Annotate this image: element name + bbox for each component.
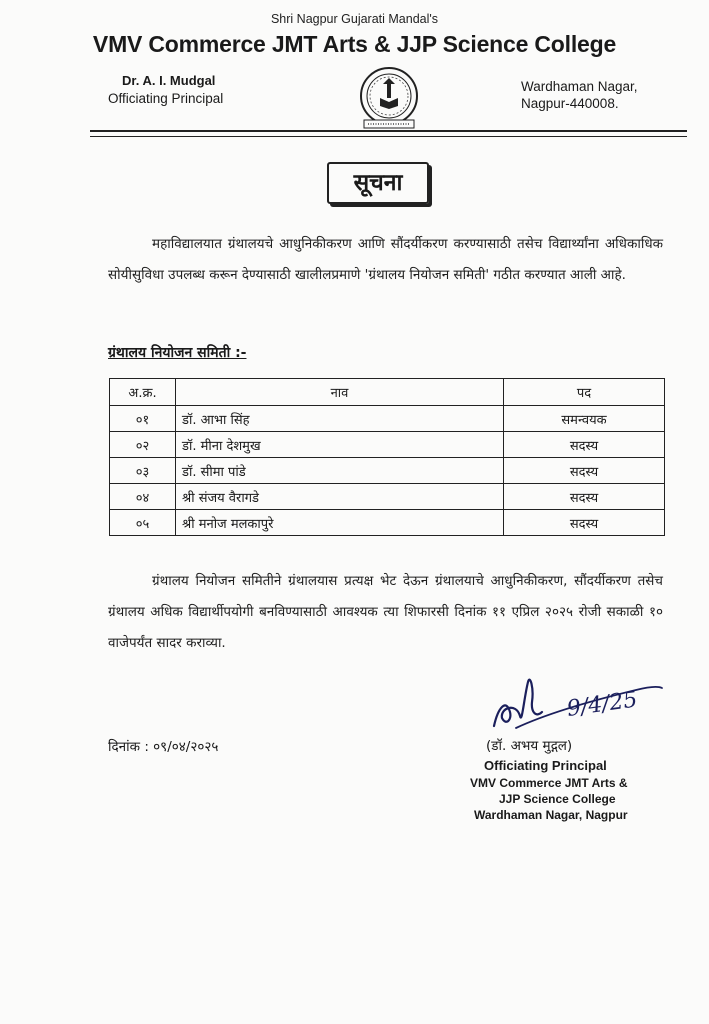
trust-name: Shri Nagpur Gujarati Mandal's [270,12,439,26]
cell-serial: ०२ [110,432,176,458]
cell-post: सदस्य [504,510,665,536]
principal-designation: Officiating Principal [108,91,224,106]
cell-serial: ०३ [110,458,176,484]
college-logo-icon [350,64,428,132]
header-serial: अ.क्र. [110,379,176,406]
address-line-2: Nagpur-440008. [521,96,619,111]
stamp-college-line-2: JJP Science College [499,792,616,806]
committee-heading: ग्रंथालय नियोजन समिती :- [108,345,247,361]
cell-name: डॉ. सीमा पांडे [176,458,504,484]
committee-table [109,378,665,536]
paragraph-1-text: महाविद्यालयात ग्रंथालयचे आधुनिकीकरण आणि सौंदर्यीकरण करण्यासाठी तसेच विद्यार्थ्यांना अधिकाधिक सोयीसुविधा उपलब्ध करून देण्यासाठी खालीलप्रमाणे 'ग्रंथालय नियोजन समिती' गठीत करण्यात आली आहे. [108,236,663,283]
table-row [110,510,665,536]
stamp-college-line-1: VMV Commerce JMT Arts & [470,776,628,790]
table-row [110,484,665,510]
header-rule-thick [90,130,687,132]
signature-icon [476,668,666,738]
cell-serial: ०१ [110,406,176,432]
cell-serial: ०४ [110,484,176,510]
stamp-designation: Officiating Principal [484,758,607,773]
cell-post: समन्वयक [504,406,665,432]
notice-paragraph-1 [108,229,663,291]
cell-name: श्री संजय वैरागडे [176,484,504,510]
college-name: VMV Commerce JMT Arts & JJP Science College [92,31,617,57]
address-line-1: Wardhaman Nagar, [521,79,638,94]
header-post: पद [504,379,665,406]
signatory-name: (डॉ. अभय मुद्गल) [486,738,573,754]
cell-post: सदस्य [504,458,665,484]
table-row [110,432,665,458]
table-row [110,406,665,432]
cell-name: डॉ. आभा सिंह [176,406,504,432]
principal-name: Dr. A. I. Mudgal [122,73,216,88]
stamp-address: Wardhaman Nagar, Nagpur [474,808,628,822]
paragraph-2-text: ग्रंथालय नियोजन समितीने ग्रंथालयास प्रत्यक्ष भेट देऊन ग्रंथालयाचे आधुनिकीकरण, सौंदर्यीकरण तसेच ग्रंथालय अधिक विद्यार्थीपयोगी बनविण्यासाठी आवश्यक त्या शिफारसी दिनांक ११ एप्रिल २०२५ रोजी सकाळी १० वाजेपर्यंत सादर कराव्या. [108,573,663,651]
cell-serial: ०५ [110,510,176,536]
table-header-row [110,379,665,406]
cell-name: श्री मनोज मलकापुरे [176,510,504,536]
table-row [110,458,665,484]
notice-date: दिनांक : ०९/०४/२०२५ [108,739,219,755]
header-name: नाव [176,379,504,406]
header-rule-thin [90,136,687,137]
signature-date: 9/4/25 [565,687,639,722]
notice-title: सूचना [327,162,429,204]
notice-paragraph-2 [108,566,663,659]
cell-post: सदस्य [504,484,665,510]
cell-name: डॉ. मीना देशमुख [176,432,504,458]
cell-post: सदस्य [504,432,665,458]
